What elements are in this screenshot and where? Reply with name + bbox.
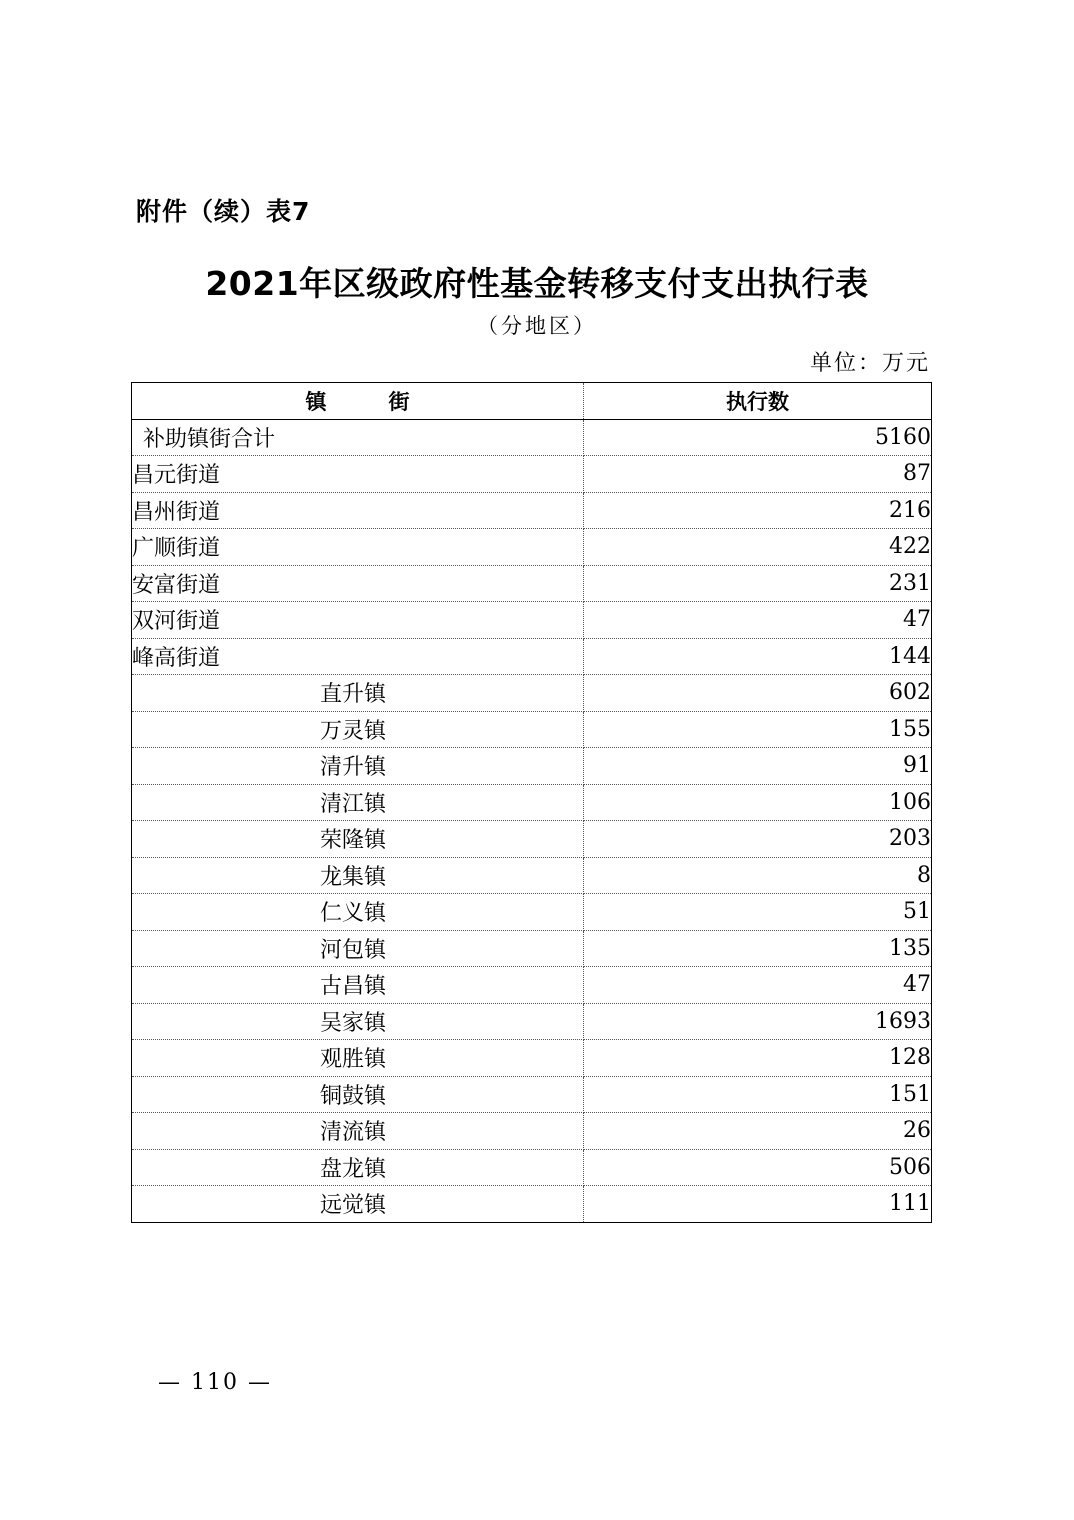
table-row (132, 456, 932, 493)
document-title: 2021年区级政府性基金转移支付支出执行表 (205, 264, 869, 303)
row-town-name: 仁义镇 (132, 894, 584, 931)
header-town-street (132, 383, 584, 420)
table-row (132, 1040, 932, 1077)
row-town-name: 清流镇 (132, 1113, 584, 1150)
table-row (132, 529, 932, 566)
unit-label: 单位：万元 (809, 351, 930, 376)
row-town-name: 远觉镇 (132, 1186, 584, 1223)
row-execution-value: 87 (584, 456, 932, 493)
row-town-name: 龙集镇 (132, 857, 584, 894)
table-row (132, 1003, 932, 1040)
execution-table (131, 382, 932, 1223)
row-execution-value: 422 (584, 529, 932, 566)
row-execution-value: 5160 (584, 419, 932, 456)
row-town-name: 万灵镇 (132, 711, 584, 748)
page-number: — 110 — (158, 1370, 272, 1395)
attachment-label: 附件（续）表7 (136, 197, 311, 226)
table-row (132, 1149, 932, 1186)
row-town-name: 广顺街道 (132, 529, 584, 566)
row-execution-value: 1693 (584, 1003, 932, 1040)
table-row (132, 602, 932, 639)
table-row (132, 565, 932, 602)
table-row (132, 638, 932, 675)
row-town-name: 吴家镇 (132, 1003, 584, 1040)
table-row (132, 675, 932, 712)
row-execution-value: 8 (584, 857, 932, 894)
row-execution-value: 47 (584, 967, 932, 1004)
row-town-name: 清江镇 (132, 784, 584, 821)
row-town-name: 古昌镇 (132, 967, 584, 1004)
row-town-name: 双河街道 (132, 602, 584, 639)
row-execution-value: 111 (889, 1191, 931, 1217)
row-execution-value: 128 (584, 1040, 932, 1077)
document-subtitle: （分地区） (477, 314, 597, 338)
table-row (132, 857, 932, 894)
table-row (132, 967, 932, 1004)
table-row (132, 1076, 932, 1113)
row-town-name: 盘龙镇 (132, 1149, 584, 1186)
table-header-row (132, 383, 932, 420)
table-row (132, 1113, 932, 1150)
row-execution-value: 506 (584, 1149, 932, 1186)
table-row-total (132, 419, 932, 456)
header-town-label: 镇 (305, 389, 327, 414)
row-execution-value: 155 (584, 711, 932, 748)
row-town-name: 清升镇 (132, 748, 584, 785)
row-execution-value: 47 (584, 602, 932, 639)
table-row (132, 748, 932, 785)
header-street-label: 街 (388, 389, 410, 414)
row-execution-value: 106 (584, 784, 932, 821)
table-body (132, 419, 932, 1222)
row-execution-value: 602 (584, 675, 932, 712)
row-town-name: 昌州街道 (132, 492, 584, 529)
row-town-name: 观胜镇 (132, 1040, 584, 1077)
table-row (132, 821, 932, 858)
row-town-name: 铜鼓镇 (132, 1076, 584, 1113)
row-execution-value: 231 (584, 565, 932, 602)
row-town-name: 峰高街道 (132, 638, 584, 675)
table-row (132, 1186, 932, 1223)
row-execution-value: 203 (584, 821, 932, 858)
row-execution-value: 135 (584, 930, 932, 967)
row-execution-value: 51 (584, 894, 932, 931)
row-town-name: 昌元街道 (132, 456, 584, 493)
row-execution-value: 144 (584, 638, 932, 675)
row-town-name: 补助镇街合计 (132, 419, 584, 456)
header-execution-amount: 执行数 (584, 383, 932, 420)
table-row (132, 930, 932, 967)
row-execution-value: 151 (584, 1076, 932, 1113)
row-town-name: 荣隆镇 (132, 821, 584, 858)
row-execution-value: 91 (584, 748, 932, 785)
table-row (132, 492, 932, 529)
row-town-name: 安富街道 (132, 565, 584, 602)
table-row (132, 711, 932, 748)
row-town-name: 河包镇 (132, 930, 584, 967)
row-execution-value: 26 (584, 1113, 932, 1150)
table-row (132, 894, 932, 931)
table-row (132, 784, 932, 821)
row-execution-value: 216 (584, 492, 932, 529)
row-town-name: 直升镇 (132, 675, 584, 712)
